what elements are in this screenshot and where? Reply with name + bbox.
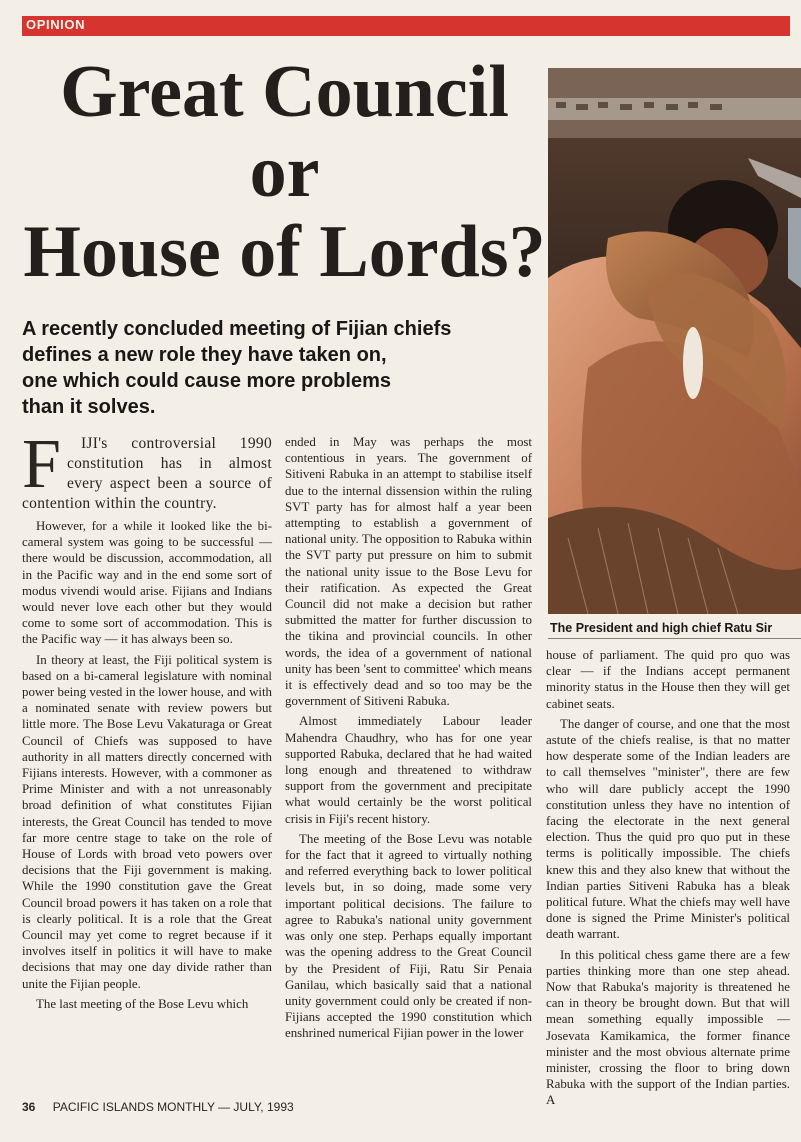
deck-line-2: defines a new role they have taken on, [22,344,387,366]
photo-chiefs-ceremony [548,68,801,614]
paragraph: ended in May was perhaps the most contentious in years. The government of Sitiveni Rabuka in an attempt to stabilise itself due to the internal dissension within the ruling SVT party has for almost half a year been attempting to establish a government of national unity. The opposition to Rabuka within the SVT party put pressure on him to submit the national unity issue to the Bose Levu for their ratification. As expected the Great Council did not make a decision but rather submitted the matter for further discussion to the tikina and provincial councils. In other words, the idea of a government of national unity has been 'sent to committee' which means it is effectively dead and so too may be the government of Sitiveni Rabuka. [285,435,532,709]
drop-cap: F [22,426,61,503]
photo-caption: The President and high chief Ratu Sir [548,618,801,639]
paragraph: The danger of course, and one that the most astute of the chiefs realise, is that no matter how desperate some of the Indian leaders are to call themselves "minister", there are few who will dare publicly accept the 1990 constitution unless they have no intention of facing the electorate in the next general election. Thus the quid pro quo put in these terms is politically impossible. The chiefs knew this and they also knew that without the Indian parties Sitiveni Rabuka has a bleak political future. What the chiefs may well have done is signed the Prime Minister's political death warrant. [546,716,790,942]
paragraph: house of parliament. The quid pro quo was clear — if the Indians accept permanent minority status in the House then they will get cabinet seats. [546,648,790,711]
article-column-2 [285,434,532,1046]
section-label: OPINION [26,17,86,32]
headline [22,52,547,292]
paragraph: Almost immediately Labour leader Mahendra Chaudhry, who has for one year supported Rabuka, declared that he had waited long enough and threatened to withdraw support from the government and precipitate what would certainly be the worst political crisis in Fiji's recent history. [285,714,532,826]
publication-line: PACIFIC ISLANDS MONTHLY — JULY, 1993 [52,1100,294,1114]
deck [22,316,547,420]
deck-line-4: than it solves. [22,396,156,418]
paragraph: However, for a while it looked like the bi-cameral system was going to be successful — there would be discussion, accommodation, all in the Pacific way and in the end some sort of modus vivendi would arise. Fijians and Indians would never love each other but they would come to some sort of accommodation. This is the Pacific way — it has always been so. [22,519,272,647]
paragraph: The last meeting of the Bose Levu which [36,996,249,1011]
headline-line-1: Great Council [60,51,509,133]
paragraph: In this political chess game there are a few parties thinking more than one step ahead. Now that Rabuka's majority is threatened he can in theory be brought down. But that will mean something equally impossible — Josevata Kamikamica, the former finance minister and the most obvious alternate prime minister, crossing the floor to bring down Rabuka with the support of the Indian parties. A [546,947,790,1108]
article-column-3 [546,647,790,1113]
article-column-1 [22,426,272,1016]
paragraph: In theory at least, the Fiji political system is based on a bi-cameral legislature with nominal power being vested in the lower house, and with a nominated senate with review powers but little more. The Bose Levu Vakaturaga or Great Council of Chiefs was supposed to have authority in all matters directly concerned with Fijians interests. However, with a commoner as Prime Minister and with a not unreasonably broad definition of what constitutes Fijian interests, the Great Council has tended to move far more centre stage to take on the role of House of Lords with broad veto powers over decisions that the Fiji government is making. While the 1990 constitution gave the Great Council broad powers it has taken on a role that is clearly political. It is a role that the Great Council may yet come to regret because if it involves itself in politics it will have to make decisions that may one day divide rather than unite the Fijian people. [22,652,272,991]
paragraph: The meeting of the Bose Levu was notable for the fact that it agreed to virtually nothing and referred everything back to lower political levels but, in so doing, made some very important political decisions. The failure to agree to Rabuka's national unity government was only one step. Perhaps equally important was the opening address to the Great Council by the President of Fiji, Ratu Sir Penaia Ganilau, which basically said that a national unity government could only be created if non-Fijians accepted the 1990 constitution which enshrined numerical Fijian power in the lower [285,831,532,1041]
section-band [22,16,790,36]
headline-line-3: House of Lords? [23,211,546,293]
photo-illustration [548,68,801,614]
page-number: 36 [22,1100,36,1114]
deck-line-3: one which could cause more problems [22,370,391,392]
deck-line-1: A recently concluded meeting of Fijian chiefs [22,318,452,340]
lead-paragraph: IJI's controversial 1990 constitution has in almost every aspect been a source of contention within the country. [22,435,272,512]
lead-paragraph-wrap [22,426,272,514]
page-footer [22,1100,422,1114]
headline-line-2: or [249,131,320,213]
